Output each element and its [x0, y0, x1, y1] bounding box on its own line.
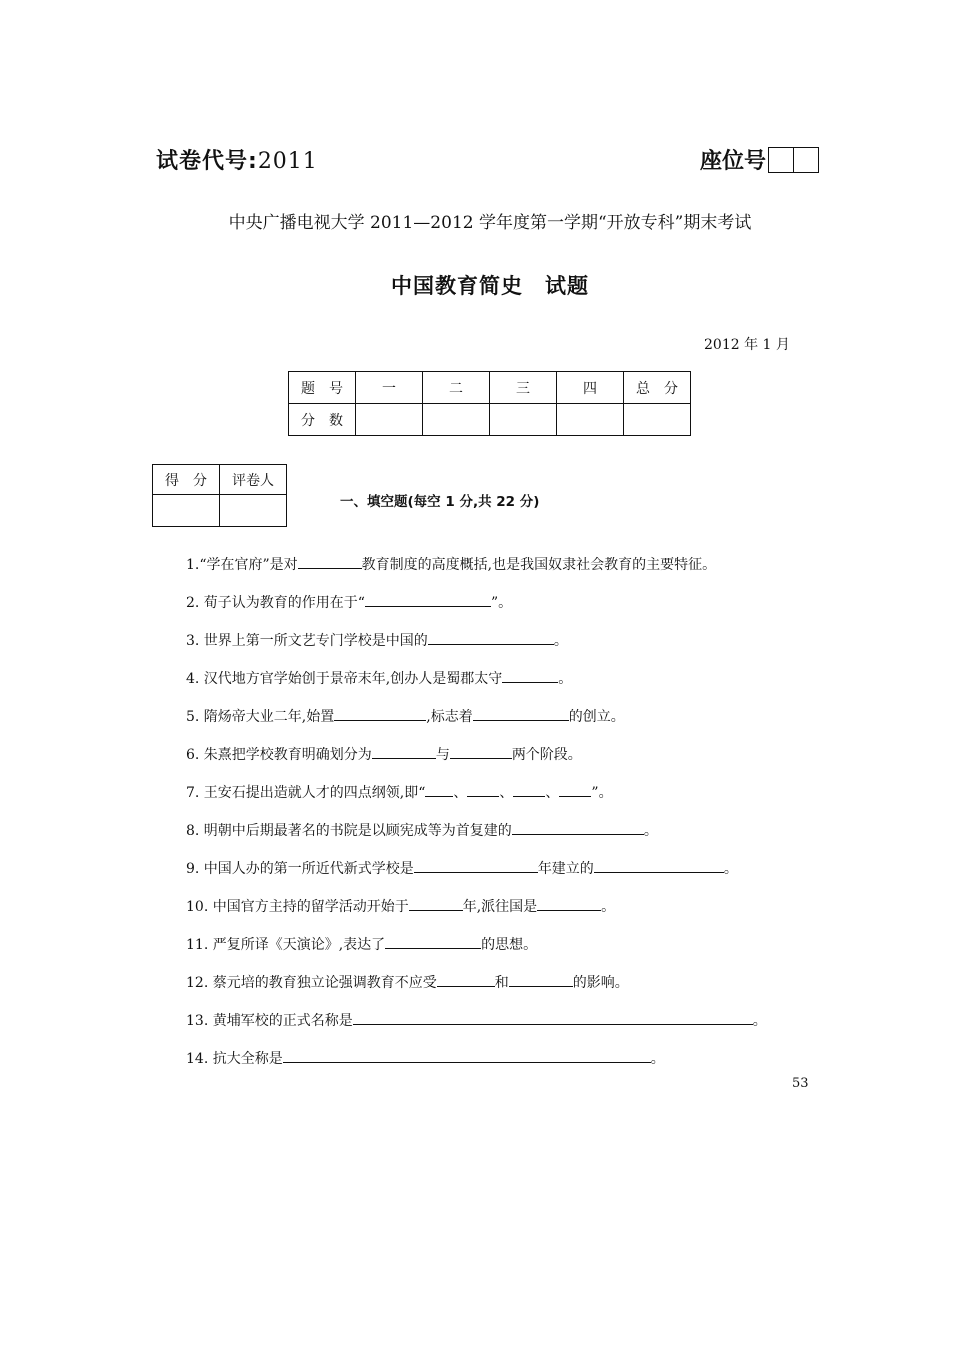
answer-blank[interactable]: [473, 706, 569, 721]
answer-blank[interactable]: [509, 972, 573, 987]
question-11: 11. 严复所译《天演论》,表达了 的思想。: [186, 934, 537, 954]
score-table-header-cell: 题 号: [289, 372, 356, 404]
answer-blank[interactable]: [414, 858, 538, 873]
score-table-header-cell: 二: [423, 372, 490, 404]
score-table-header-cell: 四: [557, 372, 624, 404]
question-2: 2. 荀子认为教育的作用在于“ ”。: [186, 592, 512, 612]
answer-blank[interactable]: [437, 972, 495, 987]
answer-blank[interactable]: [428, 630, 554, 645]
section-title: 一、填空题(每空 1 分,共 22 分): [340, 494, 540, 510]
paper-code-value: 2011: [257, 149, 318, 174]
paper-code: [156, 144, 318, 175]
answer-blank[interactable]: [559, 782, 591, 797]
question-4: 4. 汉代地方官学始创于景帝末年,创办人是蜀郡太守 。: [186, 668, 572, 688]
answer-blank[interactable]: [594, 858, 724, 873]
seat-number-box[interactable]: [768, 147, 819, 173]
score-table-header-cell: 一: [356, 372, 423, 404]
answer-blank[interactable]: [409, 896, 463, 911]
answer-blank[interactable]: [512, 820, 644, 835]
paper-code-label: 试卷代号:: [156, 149, 258, 174]
score-table-header-cell: 三: [490, 372, 557, 404]
answer-blank[interactable]: [365, 592, 491, 607]
exam-title: 中国教育简史 试题: [391, 274, 589, 298]
exam-page: [118, 120, 824, 1095]
question-1: 1.“学在官府”是对 教育制度的高度概括,也是我国奴隶社会教育的主要特征。: [186, 554, 716, 574]
score-table: [288, 371, 691, 436]
question-7: 7. 王安石提出造就人才的四点纲领,即“ 、 、 、 ”。: [186, 782, 613, 802]
question-3: 3. 世界上第一所文艺专门学校是中国的 。: [186, 630, 568, 650]
score-cell[interactable]: [557, 404, 624, 436]
question-10: 10. 中国官方主持的留学活动开始于 年,派往国是 。: [186, 896, 615, 916]
grader-score-cell[interactable]: [153, 495, 220, 527]
score-cell[interactable]: [356, 404, 423, 436]
page-number: 53: [792, 1076, 809, 1091]
score-table-score-row: [289, 404, 691, 436]
grader-score-label: 得 分: [153, 465, 220, 495]
question-5: 5. 隋炀帝大业二年,始置 ,标志着 的创立。: [186, 706, 625, 726]
question-13: 13. 黄埔军校的正式名称是 。: [186, 1010, 767, 1030]
question-12: 12. 蔡元培的教育独立论强调教育不应受 和 的影响。: [186, 972, 629, 992]
answer-blank[interactable]: [537, 896, 601, 911]
answer-blank[interactable]: [502, 668, 558, 683]
answer-blank[interactable]: [298, 554, 362, 569]
answer-blank[interactable]: [425, 782, 453, 797]
question-8: 8. 明朝中后期最著名的书院是以顾宪成等为首复建的 。: [186, 820, 658, 840]
answer-blank[interactable]: [450, 744, 512, 759]
answer-blank[interactable]: [334, 706, 426, 721]
score-table-header-row: [289, 372, 691, 404]
seat-number: [700, 144, 819, 175]
question-6: 6. 朱熹把学校教育明确划分为 与 两个阶段。: [186, 744, 582, 764]
score-table-header-cell: 总 分: [624, 372, 691, 404]
answer-blank[interactable]: [372, 744, 436, 759]
answer-blank[interactable]: [353, 1010, 753, 1025]
seat-label: 座位号: [700, 149, 767, 174]
grader-table: [152, 464, 287, 527]
answer-blank[interactable]: [283, 1048, 651, 1063]
score-cell[interactable]: [624, 404, 691, 436]
grader-name-cell[interactable]: [220, 495, 287, 527]
grader-name-label: 评卷人: [220, 465, 287, 495]
exam-date: 2012 年 1 月: [704, 337, 790, 353]
score-cell[interactable]: [423, 404, 490, 436]
answer-blank[interactable]: [467, 782, 499, 797]
question-9: 9. 中国人办的第一所近代新式学校是 年建立的 。: [186, 858, 738, 878]
question-14: 14. 抗大全称是 。: [186, 1048, 665, 1068]
answer-blank[interactable]: [385, 934, 481, 949]
score-cell[interactable]: [490, 404, 557, 436]
exam-header: 中央广播电视大学 2011—2012 学年度第一学期“开放专科”期末考试: [228, 213, 752, 233]
answer-blank[interactable]: [513, 782, 545, 797]
score-row-label: 分 数: [289, 404, 356, 436]
